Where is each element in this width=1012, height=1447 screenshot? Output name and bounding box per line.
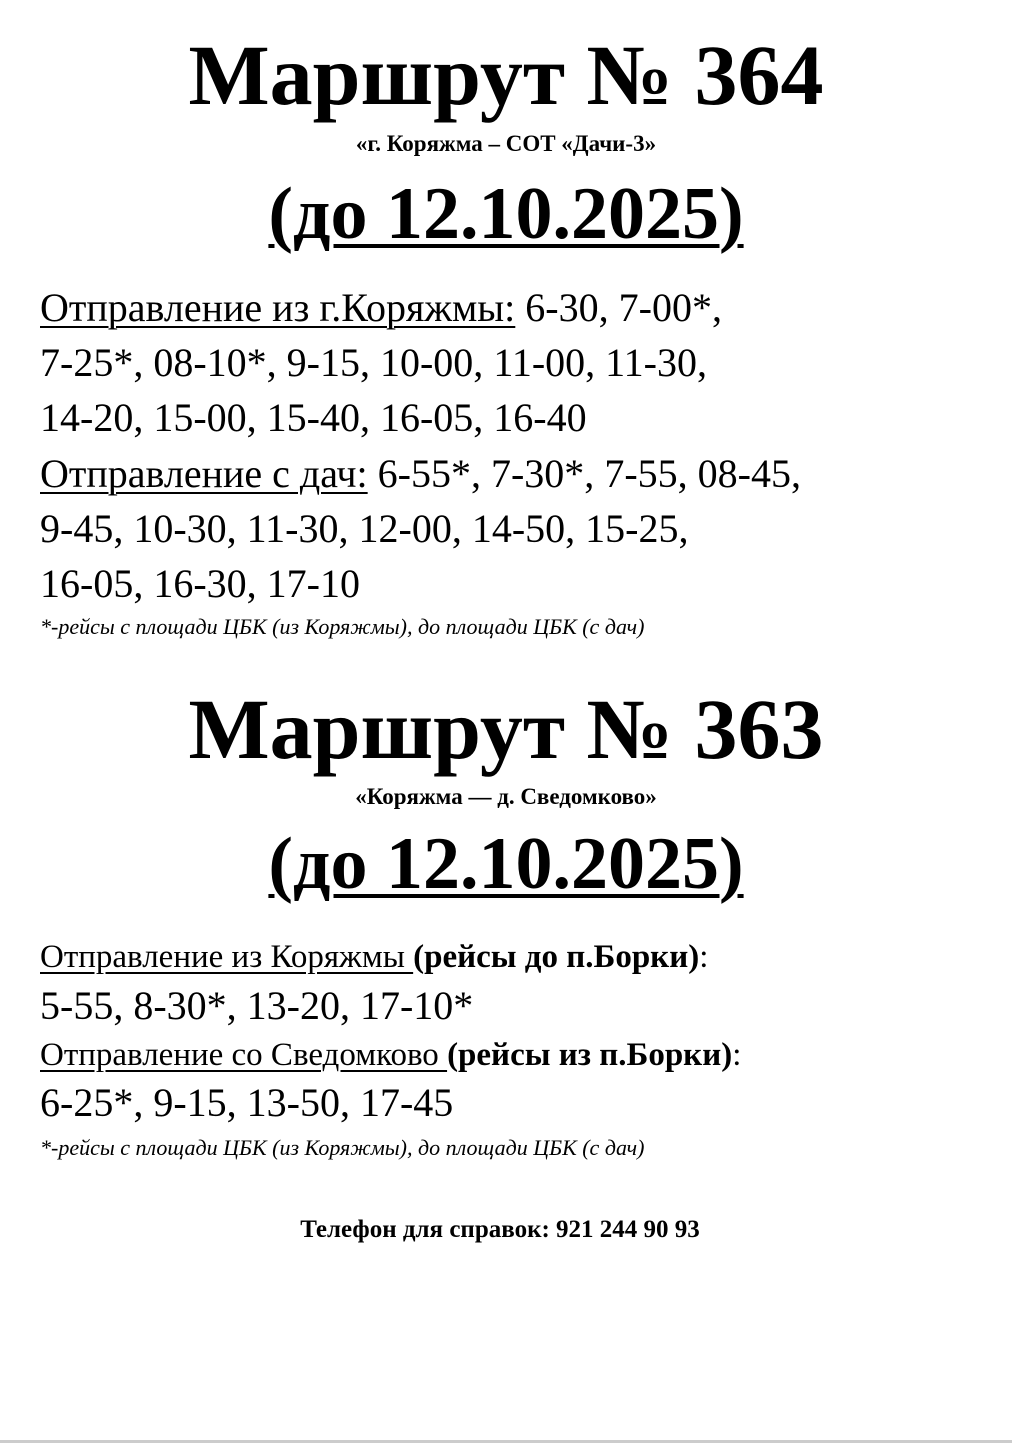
schedule-time: 6-55*, (377, 451, 481, 496)
route-363-validity (0, 823, 1012, 905)
route-363-city-times: 5-55, 8-30*, 13-20, 17-10* (40, 983, 474, 1028)
route-363-city-label-colon: : (699, 939, 709, 975)
schedule-time: 6-30, (525, 285, 609, 330)
schedule-time: 7-00*, (618, 285, 722, 330)
route-363-village-times: 6-25*, 9-15, 13-50, 17-45 (40, 1080, 454, 1125)
route-363-city-label (40, 936, 708, 978)
route-364-footnote: *-рейсы с площади ЦБК (из Коряжмы), до площади ЦБК (с дач) (40, 614, 645, 639)
route-364-dacha-label: Отправление с дач: (40, 451, 368, 496)
route-363-village-label-colon: : (732, 1037, 742, 1073)
route-364-validity-text: (до 12.10.2025) (268, 173, 744, 255)
schedule-time: 08-10*, (153, 340, 277, 385)
route-363-subtitle: «Коряжма — д. Сведомково» (355, 784, 657, 809)
schedule-time: 7-55, (604, 451, 688, 496)
route-364-city-label: Отправление из г.Коряжмы: (40, 285, 516, 330)
route-364-validity (0, 173, 1012, 255)
route-364-title: Маршрут № 364 (188, 27, 824, 123)
route-364-subtitle: «г. Коряжма – СОТ «Дачи-3» (355, 131, 657, 156)
route-363-city-label-bold: (рейсы до п.Борки) (413, 939, 700, 975)
route-364-dacha-line-3: 16-05, 16-30, 17-10 (40, 561, 360, 606)
route-363-footnote: *-рейсы с площади ЦБК (из Коряжмы), до площади ЦБК (с дач) (40, 1135, 645, 1160)
schedule-time: 11-30, (246, 506, 349, 551)
route-364-city-line-2 (40, 335, 954, 390)
schedule-time: 9-45, (40, 506, 124, 551)
schedule-time: 11-30, (605, 340, 707, 385)
route-363-village-label-text: Отправление со Сведомково (40, 1037, 448, 1073)
schedule-time: 9-15, (286, 340, 370, 385)
schedule-time: 08-45, (697, 451, 801, 496)
schedule-time: 10-00, (379, 340, 484, 385)
schedule-time: 7-25*, (40, 340, 144, 385)
route-364-city-line-1 (40, 280, 954, 335)
schedule-time: 10-30, (133, 506, 237, 551)
route-363-village-label (40, 1034, 741, 1076)
route-364-city-line-3: 14-20, 15-00, 15-40, 16-05, 16-40 (40, 395, 587, 440)
route-364-dacha-line-1 (40, 446, 954, 501)
route-364-dacha-line-2 (40, 501, 954, 556)
route-363-city-label-text: Отправление из Коряжмы (40, 939, 414, 975)
schedule-time: 15-25, (585, 506, 689, 551)
schedule-time: 7-30*, (490, 451, 595, 496)
schedule-time: 12-00, (358, 506, 462, 551)
schedule-time: 11-00, (493, 340, 596, 385)
phone-info: Телефон для справок: 921 244 90 93 (300, 1216, 700, 1243)
route-363-village-label-bold: (рейсы из п.Борки) (447, 1037, 733, 1073)
schedule-time: 14-50, (471, 506, 576, 551)
route-363-title: Маршрут № 363 (188, 681, 824, 777)
route-363-validity-text: (до 12.10.2025) (268, 823, 744, 905)
page-bottom-divider (0, 1440, 1012, 1443)
